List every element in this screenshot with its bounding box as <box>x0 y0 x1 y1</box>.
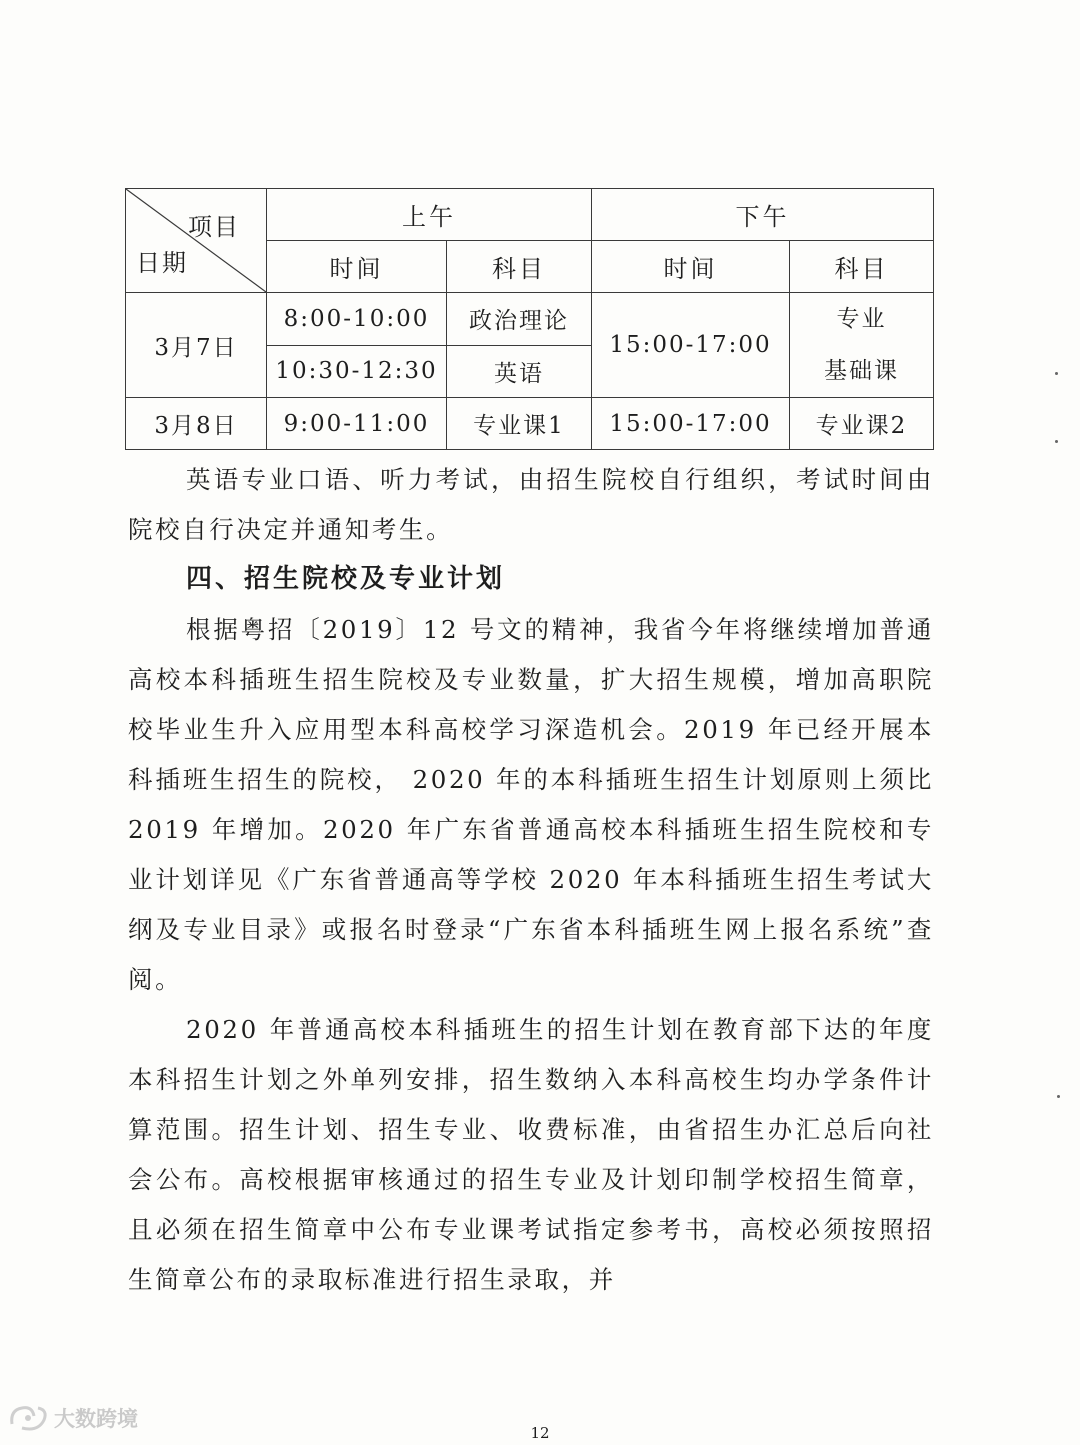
table-row <box>126 398 934 450</box>
corner-label-project: 项目 <box>188 213 240 241</box>
table-corner-cell <box>126 189 267 293</box>
body-paragraph-2: 2020 年普通高校本科插班生的招生计划在教育部下达的年度本科招生计划之外单列安排，招生数纳入本科高校生均办学条件计算范围。招生计划、招生专业、收费标准，由省招生办汇总后向社会公布。高校根据审核通过的招生专业及计划印制学校招生简章，且必须在招生简章中公布专业课考试指定参考书，高校必须按照招生简章公布的录取标准进行招生录取，并 <box>128 1015 934 1294</box>
subject-cell <box>790 293 934 398</box>
subject-cell: 英语 <box>447 345 592 398</box>
header-afternoon-time: 时间 <box>592 241 790 293</box>
scan-speck <box>1055 440 1058 443</box>
header-afternoon-subject: 科目 <box>790 241 934 293</box>
time-cell: 9:00-11:00 <box>267 398 447 450</box>
header-morning-subject: 科目 <box>447 241 592 293</box>
scan-speck <box>1057 1095 1060 1098</box>
watermark-text: 大数跨境 <box>54 1407 138 1431</box>
subject-cell: 政治理论 <box>447 293 592 346</box>
time-cell: 15:00-17:00 <box>592 293 790 398</box>
corner-label-date: 日期 <box>136 249 188 277</box>
header-morning-time: 时间 <box>267 241 447 293</box>
exam-schedule-table <box>125 188 934 450</box>
table-row <box>126 293 934 346</box>
header-morning: 上午 <box>267 189 592 241</box>
date-cell: 3月8日 <box>126 398 267 450</box>
header-afternoon: 下午 <box>592 189 934 241</box>
time-cell: 15:00-17:00 <box>592 398 790 450</box>
date-cell: 3月7日 <box>126 293 267 398</box>
section-heading: 四、招生院校及专业计划 <box>186 564 506 594</box>
time-cell: 10:30-12:30 <box>267 345 447 398</box>
subject-line: 专业 <box>836 306 887 332</box>
subject-cell: 专业课2 <box>790 398 934 450</box>
scan-speck <box>1055 372 1058 375</box>
time-cell: 8:00-10:00 <box>267 293 447 346</box>
exam-note-paragraph: 英语专业口语、听力考试，由招生院校自行组织，考试时间由院校自行决定并通知考生。 <box>128 465 934 544</box>
subject-cell: 专业课1 <box>447 398 592 450</box>
page-number: 12 <box>530 1424 550 1442</box>
watermark-logo-icon <box>8 1402 50 1434</box>
subject-line: 基础课 <box>824 358 899 384</box>
body-paragraph-1: 根据粤招〔2019〕12 号文的精神，我省今年将继续增加普通高校本科插班生招生院校及专业数量，扩大招生规模，增加高职院校毕业生升入应用型本科高校学习深造机会。2019 年已经开展本科插班生招生的院校， 2020 年的本科插班生招生计划原则上须比 2019 年增加。2020 年广东省普通高校本科插班生招生院校和专业计划详见《广东省普通高等学校 2020 年本科插班生招生考试大纲及专业目录》或报名时登录“广东省本科插班生网上报名系统”查阅。 <box>128 615 934 994</box>
watermark <box>8 1402 138 1434</box>
